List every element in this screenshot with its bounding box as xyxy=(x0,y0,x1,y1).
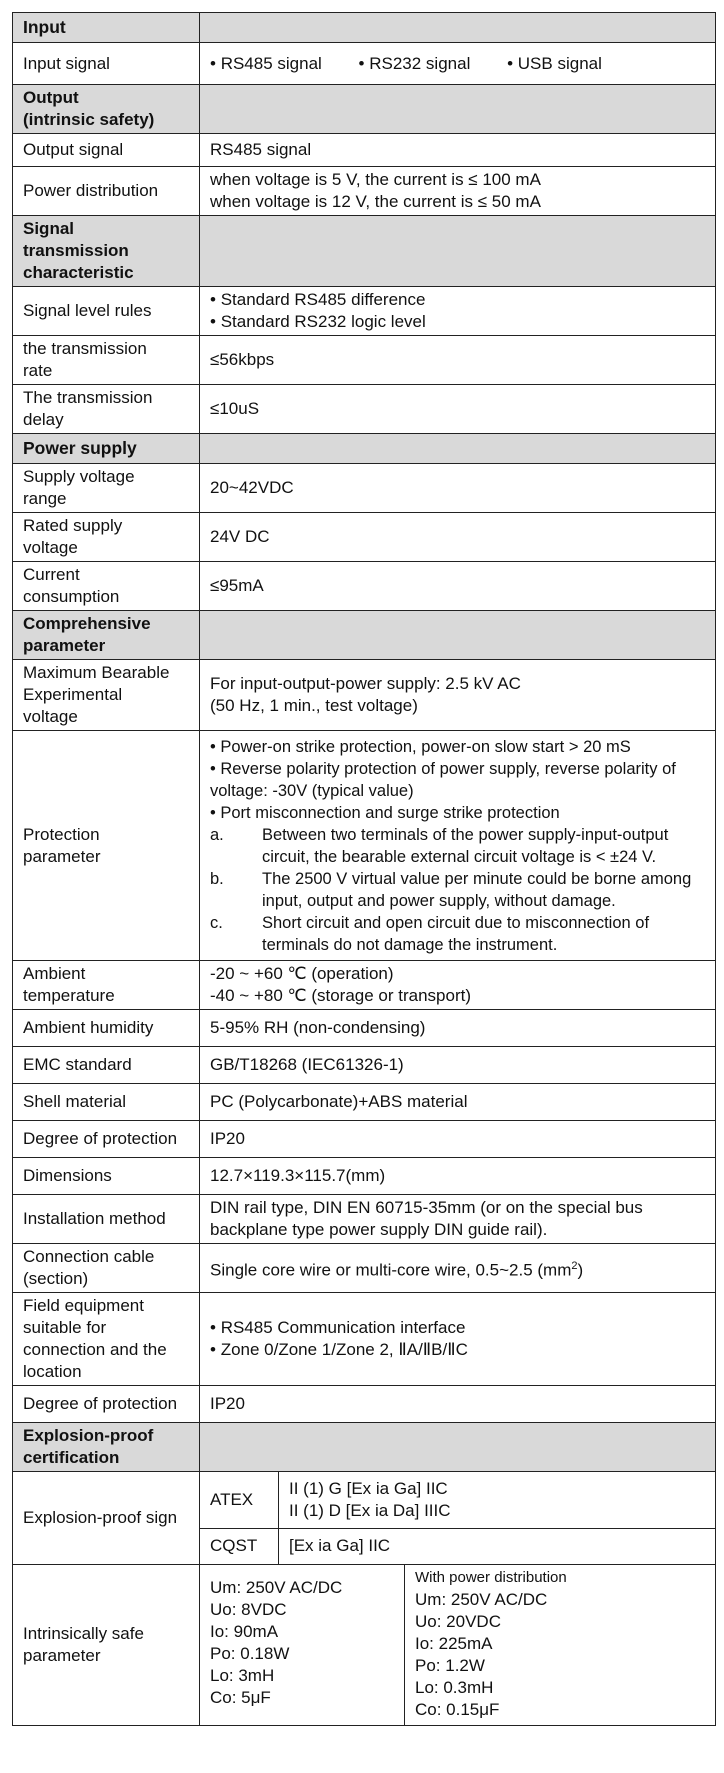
row-label: Current xyxy=(23,565,80,584)
param-value: Lo: 3mH xyxy=(210,1666,275,1685)
row-label: Rated supply xyxy=(23,516,123,535)
row-value: when voltage is 12 V, the current is ≤ 50 mA xyxy=(210,192,541,211)
section-title: Output xyxy=(23,88,79,107)
section-power-supply xyxy=(13,434,716,464)
row-label: consumption xyxy=(23,587,120,606)
row-label: Installation method xyxy=(13,1195,200,1244)
row-installation-method xyxy=(13,1195,716,1244)
sub-item-key: b. xyxy=(210,869,224,888)
param-value: Io: 90mA xyxy=(210,1622,279,1641)
row-label: EMC standard xyxy=(13,1047,200,1084)
sub-item-text: The 2500 V virtual value per minute could be borne among input, output and power supply, without damage. xyxy=(262,869,692,910)
row-ambient-temperature xyxy=(13,961,716,1010)
row-label: Supply voltage xyxy=(23,467,135,486)
row-label: parameter xyxy=(23,1646,101,1665)
row-label: Ambient xyxy=(23,964,86,983)
row-value: 5-95% RH (non-condensing) xyxy=(200,1010,716,1047)
row-label: voltage xyxy=(23,707,78,726)
row-label: Ambient humidity xyxy=(13,1010,200,1047)
row-value: ≤95mA xyxy=(200,562,716,611)
row-signal-level xyxy=(13,287,716,336)
list-item: • RS485 signal xyxy=(210,53,322,75)
list-item: • RS485 Communication interface xyxy=(210,1317,705,1339)
row-label: The transmission xyxy=(23,388,153,407)
section-signal-transmission xyxy=(13,216,716,287)
list-item: • Port misconnection and surge strike protection xyxy=(210,802,705,824)
row-current-consumption xyxy=(13,562,716,611)
row-supply-voltage-range xyxy=(13,464,716,513)
row-value: 24V DC xyxy=(200,513,716,562)
row-label: Protection xyxy=(23,824,100,844)
section-title: Explosion-proof xyxy=(23,1426,154,1445)
param-value: Io: 225mA xyxy=(415,1634,493,1653)
row-label: delay xyxy=(23,410,64,429)
param-value: Lo: 0.3mH xyxy=(415,1678,494,1697)
row-label: Signal level rules xyxy=(13,287,200,336)
row-label: connection and the xyxy=(23,1340,167,1359)
section-title: Comprehensive xyxy=(23,614,151,633)
row-shell-material xyxy=(13,1084,716,1121)
row-value: -40 ~ +80 ℃ (storage or transport) xyxy=(210,986,471,1005)
list-item: • Reverse polarity protection of power supply, reverse polarity of voltage: -30V (typical value) xyxy=(210,758,705,802)
row-power-distribution xyxy=(13,167,716,216)
row-label: Dimensions xyxy=(13,1158,200,1195)
row-value: (50 Hz, 1 min., test voltage) xyxy=(210,696,418,715)
row-label: location xyxy=(23,1362,82,1381)
row-label: Output signal xyxy=(13,134,200,167)
param-value: Po: 1.2W xyxy=(415,1656,485,1675)
cert-label: ATEX xyxy=(200,1472,279,1528)
section-title: (intrinsic safety) xyxy=(23,110,155,129)
section-explosion-proof xyxy=(13,1423,716,1472)
row-input-signal xyxy=(13,43,716,85)
row-label: parameter xyxy=(23,846,101,866)
row-intrinsically-safe xyxy=(13,1565,716,1726)
row-value: IP20 xyxy=(200,1121,716,1158)
row-label: voltage xyxy=(23,538,78,557)
section-input xyxy=(13,13,716,43)
sub-item-key: c. xyxy=(210,913,223,932)
row-label: Explosion-proof sign xyxy=(13,1472,200,1565)
list-item: • USB signal xyxy=(507,53,602,75)
row-connection-cable xyxy=(13,1244,716,1293)
list-item: • RS232 signal xyxy=(359,53,471,75)
is-param-column-power xyxy=(405,1565,715,1725)
row-label: range xyxy=(23,489,67,508)
row-label: Power distribution xyxy=(13,167,200,216)
section-comprehensive xyxy=(13,611,716,660)
cert-value: II (1) D [Ex ia Da] IIIC xyxy=(289,1500,451,1520)
list-item: • Standard RS232 logic level xyxy=(210,311,705,333)
row-value: DIN rail type, DIN EN 60715-35mm (or on the special bus backplane type power supply DIN guide rail). xyxy=(200,1195,716,1244)
row-label: Experimental xyxy=(23,685,123,704)
row-label: the transmission xyxy=(23,339,147,358)
list-item: • Zone 0/Zone 1/Zone 2, ⅡA/ⅡB/ⅡC xyxy=(210,1339,705,1361)
param-value: Uo: 20VDC xyxy=(415,1612,501,1631)
row-value: 12.7×119.3×115.7(mm) xyxy=(200,1158,716,1195)
row-label: temperature xyxy=(23,986,115,1005)
row-label: Maximum Bearable xyxy=(23,663,170,682)
row-output-signal xyxy=(13,134,716,167)
sub-item xyxy=(210,912,705,956)
row-field-equipment xyxy=(13,1293,716,1386)
section-title: Power supply xyxy=(23,438,137,458)
row-ambient-humidity xyxy=(13,1010,716,1047)
param-value: Um: 250V AC/DC xyxy=(415,1590,548,1609)
section-title: parameter xyxy=(23,636,106,655)
row-label: Input signal xyxy=(13,43,200,85)
row-label: Connection cable xyxy=(23,1247,155,1266)
cert-value: [Ex ia Ga] IIC xyxy=(279,1528,716,1564)
row-label: rate xyxy=(23,361,53,380)
param-value: Um: 250V AC/DC xyxy=(210,1578,343,1597)
list-item: • Power-on strike protection, power-on slow start > 20 mS xyxy=(210,736,705,758)
is-param-column xyxy=(200,1565,405,1725)
spec-table xyxy=(12,12,716,1726)
row-degree-of-protection-2 xyxy=(13,1386,716,1423)
row-label: Degree of protection xyxy=(13,1386,200,1423)
row-transmission-delay xyxy=(13,385,716,434)
row-value: ≤56kbps xyxy=(200,336,716,385)
row-explosion-proof-sign xyxy=(13,1472,716,1565)
ex-sign-table xyxy=(200,1472,715,1564)
row-dimensions xyxy=(13,1158,716,1195)
param-heading: With power distribution xyxy=(415,1569,567,1586)
row-label: Shell material xyxy=(13,1084,200,1121)
row-value: GB/T18268 (IEC61326-1) xyxy=(200,1047,716,1084)
row-max-voltage xyxy=(13,660,716,731)
sub-item-text: Short circuit and open circuit due to misconnection of terminals do not damage the instrument. xyxy=(262,913,650,954)
section-output xyxy=(13,85,716,134)
row-value: 20~42VDC xyxy=(200,464,716,513)
param-value: Co: 5μF xyxy=(210,1688,271,1707)
row-label: suitable for xyxy=(23,1318,107,1337)
sub-item-text: Between two terminals of the power supply-input-output circuit, the bearable external circuit voltage is < ±24 V. xyxy=(262,825,669,866)
param-value: Uo: 8VDC xyxy=(210,1600,287,1619)
row-emc-standard xyxy=(13,1047,716,1084)
row-value: when voltage is 5 V, the current is ≤ 100 mA xyxy=(210,170,541,189)
row-value: -20 ~ +60 ℃ (operation) xyxy=(210,964,394,983)
row-value: IP20 xyxy=(200,1386,716,1423)
sub-item-key: a. xyxy=(210,825,224,844)
row-value: For input-output-power supply: 2.5 kV AC xyxy=(210,674,521,693)
section-title: Signal xyxy=(23,219,75,238)
section-title: Input xyxy=(23,17,66,37)
cert-label: CQST xyxy=(200,1528,279,1564)
row-protection xyxy=(13,731,716,961)
section-title: certification xyxy=(23,1448,120,1467)
section-title: transmission xyxy=(23,241,129,260)
row-value: Single core wire or multi-core wire, 0.5~2.5 $(mm^2)$ xyxy=(200,1244,716,1293)
row-value: ≤10uS xyxy=(200,385,716,434)
row-value: RS485 signal xyxy=(200,134,716,167)
row-degree-of-protection xyxy=(13,1121,716,1158)
row-label: (section) xyxy=(23,1269,89,1288)
is-param-grid xyxy=(200,1565,715,1725)
row-transmission-rate xyxy=(13,336,716,385)
list-item: • Standard RS485 difference xyxy=(210,289,705,311)
sub-item xyxy=(210,868,705,912)
sub-item xyxy=(210,824,705,868)
row-value: PC (Polycarbonate)+ABS material xyxy=(200,1084,716,1121)
section-title: characteristic xyxy=(23,263,134,282)
cert-value: II (1) G [Ex ia Ga] IIC xyxy=(289,1478,448,1498)
param-value: Co: 0.15μF xyxy=(415,1700,500,1719)
row-label: Intrinsically safe xyxy=(23,1624,144,1643)
row-rated-supply-voltage xyxy=(13,513,716,562)
param-value: Po: 0.18W xyxy=(210,1644,290,1663)
row-label: Field equipment xyxy=(23,1296,144,1315)
row-label: Degree of protection xyxy=(13,1121,200,1158)
